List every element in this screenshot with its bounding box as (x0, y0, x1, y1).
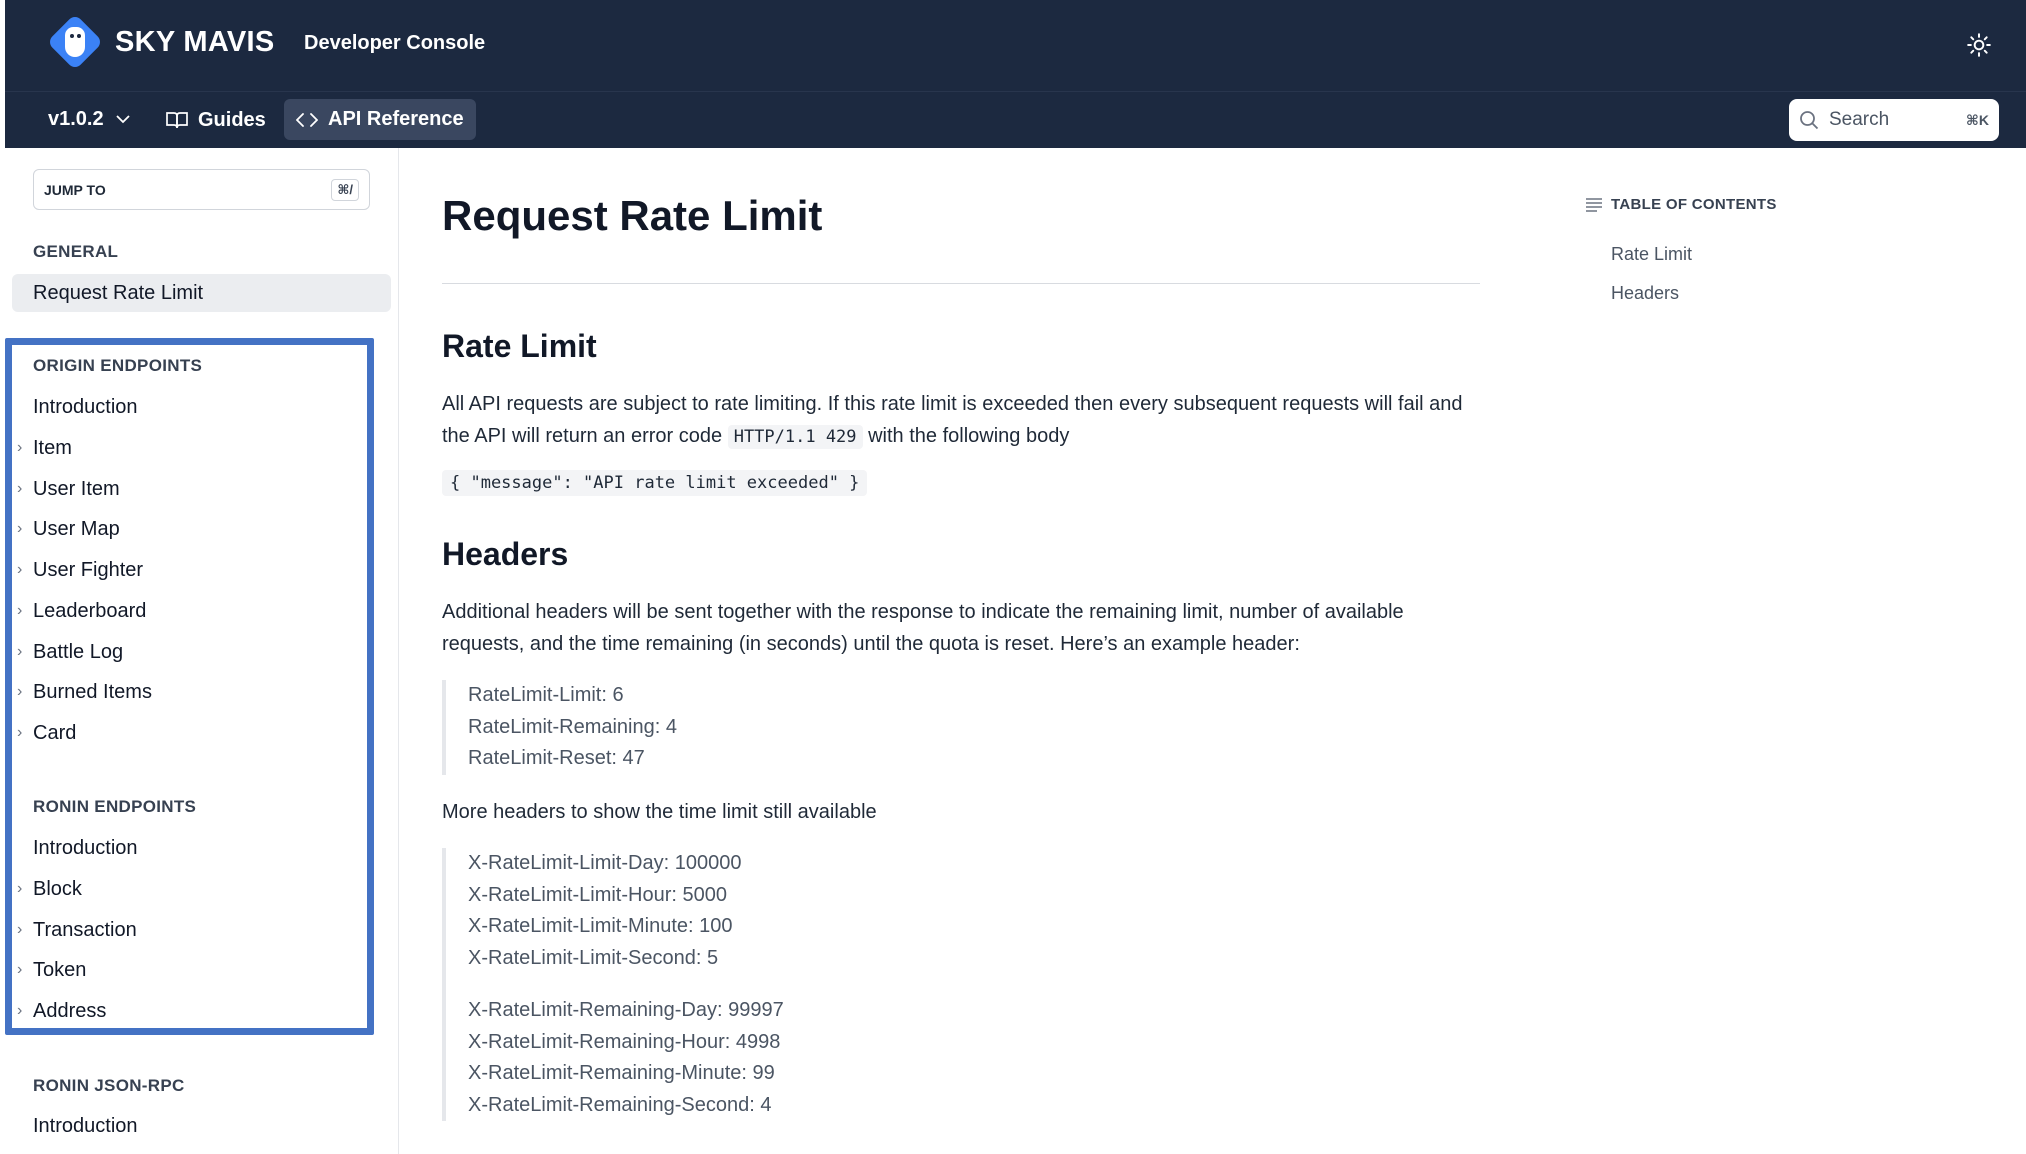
header-line: X-RateLimit-Limit-Second: 5 (468, 946, 719, 969)
header-line: X-RateLimit-Remaining-Second: 4 (468, 1093, 772, 1116)
rate-limit-paragraph (442, 388, 1482, 453)
sidebar-item-user-fighter[interactable]: User Fighter (33, 559, 144, 581)
sidebar-item-battle-log[interactable]: Battle Log (33, 641, 124, 663)
rate-limit-text-after: with the following body (862, 425, 1070, 447)
brand-logo[interactable] (47, 14, 275, 70)
search-box[interactable] (1789, 99, 1999, 141)
header-line: X-RateLimit-Remaining-Minute: 99 (468, 1062, 775, 1084)
heading-headers: Headers (442, 536, 569, 572)
jump-to-input[interactable] (33, 169, 370, 210)
chevron-right-icon[interactable]: › (17, 880, 23, 897)
nav-api-reference-label: API Reference (328, 108, 464, 130)
page-title: Request Rate Limit (442, 192, 823, 239)
brand-name: SKY MAVIS (115, 25, 275, 58)
nav-guides-tab[interactable] (160, 103, 272, 137)
sidebar-item-address[interactable]: Address (33, 1000, 107, 1022)
error-body-code: { "message": "API rate limit exceeded" } (442, 470, 867, 496)
chevron-right-icon[interactable]: › (17, 724, 23, 741)
jump-to-label: JUMP TO (44, 181, 106, 198)
sidebar-item-token[interactable]: Token (33, 959, 87, 981)
header-line: X-RateLimit-Remaining-Hour: 4998 (468, 1030, 781, 1053)
sidebar-item-json-rpc-introduction[interactable]: Introduction (33, 1115, 138, 1137)
book-icon (166, 111, 188, 129)
header-line: X-RateLimit-Limit-Hour: 5000 (468, 883, 727, 906)
code-brackets-icon (296, 112, 318, 128)
section-title-ronin-json-rpc: RONIN JSON-RPC (33, 1076, 185, 1095)
toc-title (1585, 196, 1777, 213)
chevron-right-icon[interactable]: › (17, 683, 23, 700)
chevron-right-icon[interactable]: › (17, 961, 23, 978)
sidebar-item-user-item[interactable]: User Item (33, 478, 120, 500)
sidebar-item-request-rate-limit[interactable]: Request Rate Limit (12, 274, 391, 312)
console-title[interactable]: Developer Console (304, 32, 486, 54)
section-title-ronin-endpoints: RONIN ENDPOINTS (33, 797, 197, 816)
header-line: X-RateLimit-Remaining-Day: 99997 (468, 999, 784, 1021)
toc-link-rate-limit[interactable]: Rate Limit (1611, 244, 1693, 264)
search-shortcut: ⌘K (1965, 111, 1989, 128)
chevron-right-icon[interactable]: › (17, 561, 23, 578)
chevron-right-icon[interactable]: › (17, 520, 23, 537)
chevron-right-icon[interactable]: › (17, 643, 23, 660)
error-code-inline: HTTP/1.1 429 (728, 425, 863, 449)
sidebar (0, 148, 399, 1154)
chevron-right-icon[interactable]: › (17, 921, 23, 938)
sidebar-item-ronin-introduction[interactable]: Introduction (33, 837, 138, 859)
sidebar-item-item[interactable]: Item (33, 437, 72, 459)
headers-paragraph: Additional headers will be sent together with the response to indicate the remaining limit, number of available requests, and the time remaining (in seconds) until the quota is reset. Here’s an example header: (442, 601, 1404, 655)
sidebar-item-user-map[interactable]: User Map (33, 518, 120, 540)
toc-link-headers[interactable]: Headers (1611, 283, 1680, 303)
chevron-right-icon[interactable]: › (17, 480, 23, 497)
more-headers-paragraph: More headers to show the time limit still available (442, 801, 877, 823)
heading-rate-limit: Rate Limit (442, 328, 597, 364)
nav-guides-label: Guides (198, 108, 266, 131)
nav-api-reference-tab[interactable] (284, 99, 476, 140)
section-title-origin-endpoints: ORIGIN ENDPOINTS (33, 356, 203, 375)
sidebar-item-leaderboard[interactable]: Leaderboard (33, 600, 147, 622)
header-line: RateLimit-Remaining: 4 (468, 715, 677, 738)
header-line: RateLimit-Limit: 6 (468, 684, 624, 706)
sidebar-item-origin-introduction[interactable]: Introduction (33, 396, 138, 418)
sidebar-item-card[interactable]: Card (33, 722, 77, 744)
time-limit-quote (442, 848, 784, 1121)
example-header-quote (442, 680, 677, 775)
search-placeholder: Search (1829, 109, 1890, 130)
chevron-right-icon[interactable]: › (17, 602, 23, 619)
toc-title-label: TABLE OF CONTENTS (1611, 196, 1777, 213)
list-icon (1585, 197, 1603, 213)
theme-toggle-sun-icon[interactable] (1966, 32, 1992, 58)
rate-limit-text-before: All API requests are subject to rate limiting. If this rate limit is exceeded then every subsequent requests will fail and the API will return an error code (442, 393, 1463, 447)
sidebar-item-burned-items[interactable]: Burned Items (33, 681, 152, 703)
search-icon (1799, 110, 1819, 130)
header-line: RateLimit-Reset: 47 (468, 747, 645, 769)
sidebar-item-transaction[interactable]: Transaction (33, 919, 137, 941)
sidebar-item-block[interactable]: Block (33, 878, 82, 900)
chevron-right-icon[interactable]: › (17, 1002, 23, 1019)
chevron-right-icon[interactable]: › (17, 439, 23, 456)
header-line: X-RateLimit-Limit-Minute: 100 (468, 915, 733, 937)
jump-to-shortcut: ⌘/ (331, 179, 359, 201)
header-line: X-RateLimit-Limit-Day: 100000 (468, 852, 742, 874)
title-divider (442, 283, 1480, 284)
sky-mavis-logo-icon (47, 14, 103, 70)
section-title-general: GENERAL (33, 242, 119, 261)
chevron-down-icon (116, 115, 130, 124)
version-label: v1.0.2 (48, 108, 104, 130)
version-select[interactable] (48, 108, 130, 131)
